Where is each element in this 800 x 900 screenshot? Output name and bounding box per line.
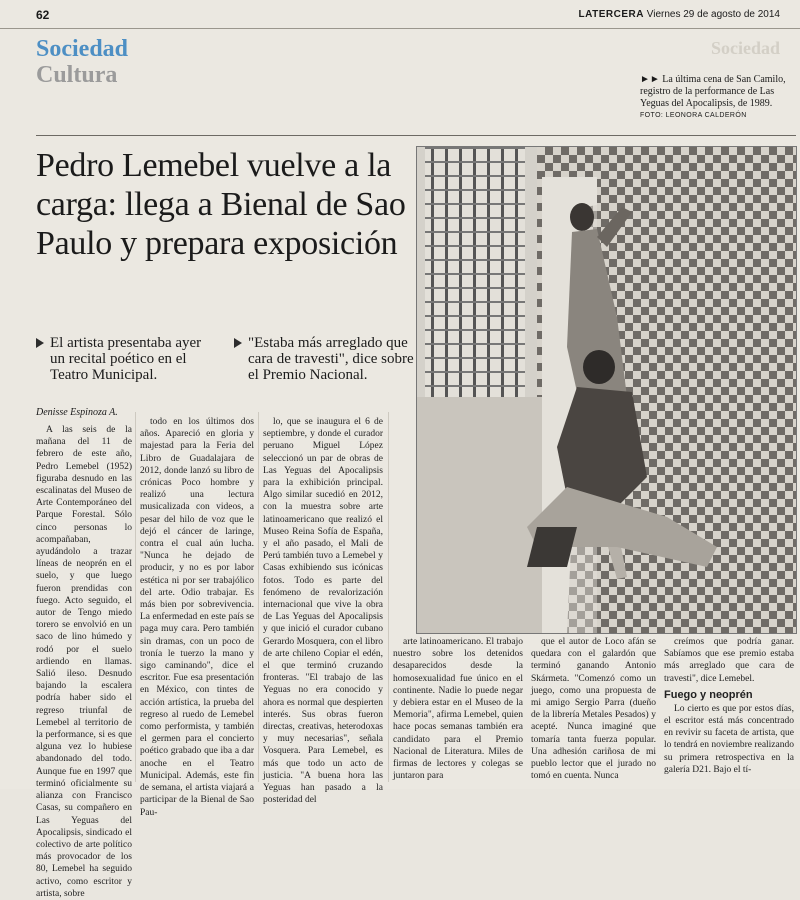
column-text: que el autor de Loco afán se quedara con el galardón que terminó ganando Antonio Skármeta. "Comenzó como un juego, como una propuesta de mi amigo Sergio Parra (dueño de la librería Metales Pesados) y acepté. Nunca imaginé que tomaría tanta fuerza popular. Una adhesión cariñosa de mi pueblo lector que el jurado no tomó en cuenta. Nunca (531, 637, 656, 782)
article-column-4 (393, 636, 523, 782)
page-number: 62 (36, 8, 50, 22)
article-column-2 (140, 416, 254, 819)
column-text: creímos que podría ganar. Sabíamos que ese premio estaba más arreglado que cara de travesti", dice Lemebel. (664, 637, 794, 684)
summary-bullet (234, 335, 416, 383)
article-column-6 (664, 636, 794, 776)
byline: Denisse Espinoza A. (36, 407, 118, 418)
caption-arrow-icon: ►► (640, 74, 663, 85)
summary-bullets (36, 335, 416, 383)
top-rule (36, 135, 796, 136)
article-column-3 (263, 416, 383, 807)
column-text: A las seis de la mañana del 11 de febrero de este año, Pedro Lemebel (1952) figuraba desnudo en las escalinatas del Museo de Arte Contemporáneo del Parque Forestal. Sólo cinco personas lo acompañaban, ayudándolo a trazar líneas de neoprén en el suelo, y que luego fueron prendidas con fuego. Acto seguido, el autor de Tengo miedo torero se envolvió en un saco de lino húmedo y rodó por el suelo ardiendo en llamas. Salió ileso. Desnudo bajando la escalera podría haber sido el regreso triunfal de Lemebel al territorio de la performance, si es que alguna vez lo hubiese abandonado del todo. Aunque fue en 1997 que terminó oficialmente su alianza con Francisco Casas, su compañero en Las Yeguas del Apocalipsis, sindicado el colectivo de arte político más provocador de los 80, Lemebel ha seguido activo, como escritor y artista, sobre (36, 425, 132, 899)
bullet-text: El artista presentaba ayer un recital poético en el Teatro Municipal. (50, 335, 202, 383)
column-divider (258, 412, 259, 782)
subheading: Fuego y neoprén (664, 688, 753, 701)
publication-date: Viernes 29 de agosto de 2014 (646, 9, 780, 20)
triangle-icon (36, 338, 44, 348)
summary-bullet (36, 335, 218, 383)
photo-caption (640, 74, 790, 119)
bullet-text: "Estaba más arreglado que cara de travesti", dice sobre el Premio Nacional. (248, 335, 414, 383)
column-text: arte latinoamericano. El trabajo nuestro sobre los detenidos desaparecidos desde la homosexualidad fue único en el continente. Nadie lo puede negar y debiera estar en el Museo de la Memoria", afirma Lemebel, quien hace pocas semanas también era candidato para el Premio Nacional de Literatura. Miles de firmas de lectores y colegas se juntaron para (393, 637, 523, 782)
article-column-5 (531, 636, 656, 782)
section-ghost-text: Sociedad (710, 38, 780, 58)
column-text: todo en los últimos dos años. Apareció en gloria y majestad para la Feria del Libro de Guadalajara de 2012, donde lanzó su libro de crónicas Poco hombre y realizó una lectura musicalizada con videos, a pesar del hilo de voz que le dejó el cáncer de laringe, contra el cual aún lucha. "Nunca he dejado de producir, y no es por labor estética ni por ser trabajólico del arte. Odio trabajar. Es más bien por sobrevivencia. La enfermedad en este país se paga muy cara. Pero también sin dramas, con un poco de tronía le tuerzo la mano y sigo caminando", dice el escritor. Fue esa presentación en México, con tintes de acción artística, la prueba del regreso al ruedo de Lemebel como performista, y también el germen para el concierto poético grabado que iba a dar anoche en el Teatro Municipal. Además, este fin de semana, el artista viajará a participar de la Bienal de Sao Pau- (140, 417, 254, 818)
column-divider (388, 412, 389, 782)
photo-illustration (417, 147, 796, 633)
subhead-text: Lo cierto es que por estos días, el escritor está más concentrado en revivir su faceta de artista, que lo tendrá en noviembre realizando su primera retrospectiva en la galería D21. Bajo el tí- (664, 703, 794, 775)
section-primary: Sociedad (36, 36, 129, 62)
headline: Pedro Lemebel vuelve a la carga: llega a Bienal de Sao Paulo y prepara exposición (36, 147, 406, 262)
newspaper-name: LATERCERA (578, 9, 644, 20)
triangle-icon (234, 338, 242, 348)
column-divider (135, 412, 136, 782)
publication-line (579, 9, 780, 20)
article-column-1 (36, 424, 132, 900)
section-secondary: Cultura (36, 62, 118, 88)
section-label (36, 36, 128, 88)
photo-credit: FOTO: LEONORA CALDERÓN (640, 112, 747, 119)
column-text: lo, que se inaugura el 6 de septiembre, y donde el curador peruano Miguel López seleccionó un par de obras de Las Yeguas del Apocalipsis para la exhibición principal. Algo similar sucedió en 2012, con la muestra sobre arte latinoamericano que realizó el Museo Reina Sofía de España, y el año pasado, el Mali de Perú también tuvo a Lemebel y Casas exhibiendo sus icónicas fotos. Todo es parte del fenómeno de revalorización internacional que vive la obra de Las Yeguas del Apocalipsis y que inició el curador cubano Gerardo Mosquera, con el libro de arte chileno Copiar el edén, el que terminó cruzando fronteras. "El trabajo de las Yeguas no era conocido y ahora es normal que despierten interés. Sus obras fueron directas, creativas, heterodoxas y muy necesarias", señala Vosquera. Para Lemebel, es más que todo un acto de justicia. "A buena hora las Yeguas han pasado a la posteridad del (263, 417, 383, 806)
page-header (0, 0, 800, 29)
caption-text: La última cena de San Camilo, registro de la performance de Las Yeguas del Apocalipsis, de 1989. (640, 74, 786, 109)
performance-photo (416, 146, 797, 634)
